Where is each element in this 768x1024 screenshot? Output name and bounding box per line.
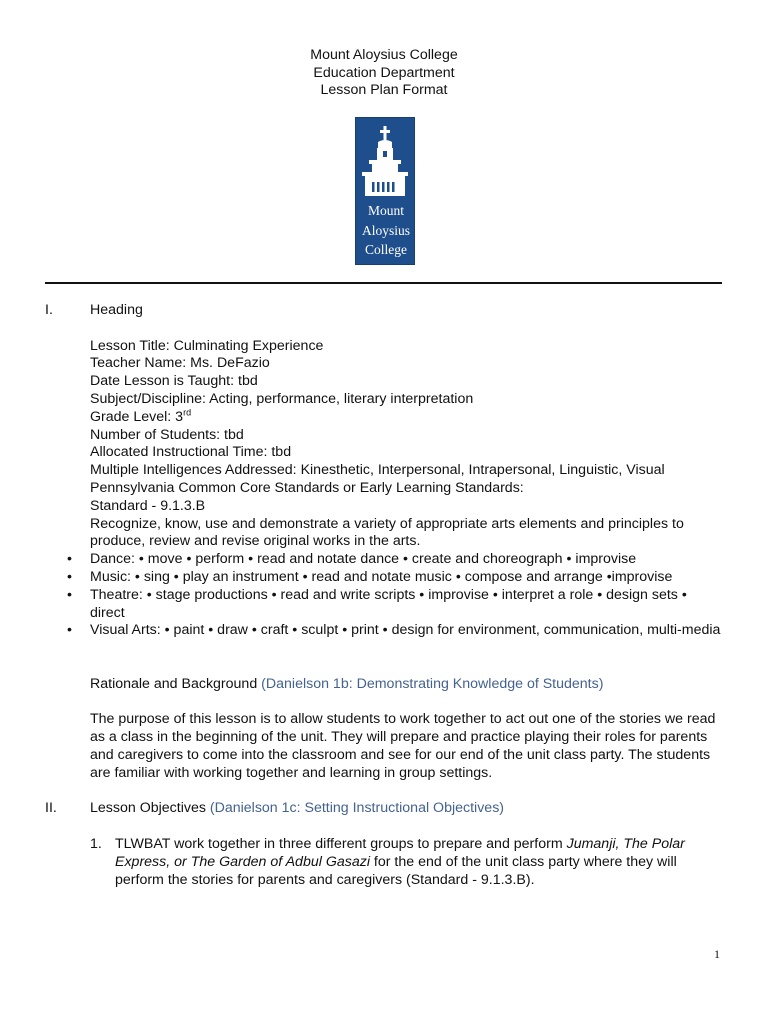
section-numeral: II. xyxy=(45,800,57,817)
list-item-text: Visual Arts: • paint • draw • craft • sculpt • print • design for environment, communication, multi-media xyxy=(90,622,721,639)
objective-text-pre: TLWBAT work together in three different groups to prepare and perform xyxy=(115,835,567,852)
list-item xyxy=(67,568,725,587)
subject-discipline: Subject/Discipline: Acting, performance, literary interpretation xyxy=(90,390,474,407)
section-heading xyxy=(45,302,725,783)
header-divider xyxy=(45,282,722,284)
rationale-title-text: Rationale and Background xyxy=(90,675,262,692)
list-item xyxy=(67,586,725,623)
document-type: Lesson Plan Format xyxy=(320,82,448,98)
standard-description: Recognize, know, use and demonstrate a variety of appropriate arts elements and principles to produce, review and revise original works in the arts. xyxy=(90,515,684,550)
grade-level xyxy=(90,409,725,427)
section-heading-body xyxy=(67,302,725,783)
number-of-students: Number of Students: tbd xyxy=(90,426,244,443)
list-item xyxy=(67,622,725,640)
list-item-text: Dance: • move • perform • read and notate dance • create and choreograph • improvise xyxy=(90,551,637,568)
section-numeral: I. xyxy=(45,302,53,318)
bullet-icon: • xyxy=(67,551,72,568)
bullet-icon: • xyxy=(67,568,72,585)
list-item xyxy=(67,551,725,569)
list-item xyxy=(90,836,725,889)
rationale-danielson-ref: (Danielson 1b: Demonstrating Knowledge of Students) xyxy=(261,675,604,692)
section-objectives-body xyxy=(90,800,725,889)
standards-list xyxy=(67,551,725,640)
logo-wordmark xyxy=(356,201,416,260)
lesson-title: Lesson Title: Culminating Experience xyxy=(90,337,324,354)
teacher-name: Teacher Name: Ms. DeFazio xyxy=(90,355,270,372)
lesson-date: Date Lesson is Taught: tbd xyxy=(90,373,258,390)
objectives-danielson-ref: (Danielson 1c: Setting Instructional Objectives) xyxy=(209,800,505,817)
multiple-intelligences: Multiple Intelligences Addressed: Kinesthetic, Interpersonal, Intrapersonal, Linguistic, Visual xyxy=(90,462,665,479)
college-logo xyxy=(355,117,415,265)
logo-word-mount: Mount xyxy=(367,203,404,218)
standards-label: Pennsylvania Common Core Standards or Early Learning Standards: xyxy=(90,479,524,496)
grade-level-text: Grade Level: 3 xyxy=(90,408,184,425)
rationale-body: The purpose of this lesson is to allow students to work together to act out one of the stories we read as a class in the beginning of the unit. They will prepare and practice playing their roles for parents and caregivers to come into the classroom and see for our end of the unit class party. The students are familiar with working together and learning in group settings. xyxy=(90,711,716,781)
rationale-title xyxy=(90,676,725,694)
page-number: 1 xyxy=(714,947,720,961)
instructional-time: Allocated Instructional Time: tbd xyxy=(90,444,292,461)
logo-word-college: College xyxy=(365,242,407,257)
objectives-title-text: Lesson Objectives xyxy=(90,800,210,817)
objective-number: 1. xyxy=(90,835,102,852)
bullet-icon: • xyxy=(67,622,72,639)
objectives-list xyxy=(90,836,725,889)
objective-story-titles: Jumanji, The Polar Express, or The Garden of Adbul Gasazi xyxy=(115,835,685,870)
document-body xyxy=(45,302,725,889)
objectives-title xyxy=(90,800,725,818)
section-objectives xyxy=(45,800,725,889)
department-name: Education Department xyxy=(313,64,455,81)
list-item-text: Music: • sing • play an instrument • read and notate music • compose and arrange •improvise xyxy=(90,568,673,585)
section-title: Heading xyxy=(90,302,143,318)
grade-level-suffix: rd xyxy=(183,407,192,418)
college-name: Mount Aloysius College xyxy=(310,47,458,63)
objective-text-post: for the end of the unit class party where they will perform the stories for parents and caregivers (Standard - 9.1.3.B). xyxy=(115,853,677,888)
bullet-icon: • xyxy=(67,586,72,603)
logo-word-aloysius: Aloysius xyxy=(361,222,410,238)
document-header xyxy=(0,47,768,100)
standard-code: Standard - 9.1.3.B xyxy=(90,497,206,514)
list-item-text: Theatre: • stage productions • read and write scripts • improvise • interpret a role • design sets • direct xyxy=(90,586,687,621)
